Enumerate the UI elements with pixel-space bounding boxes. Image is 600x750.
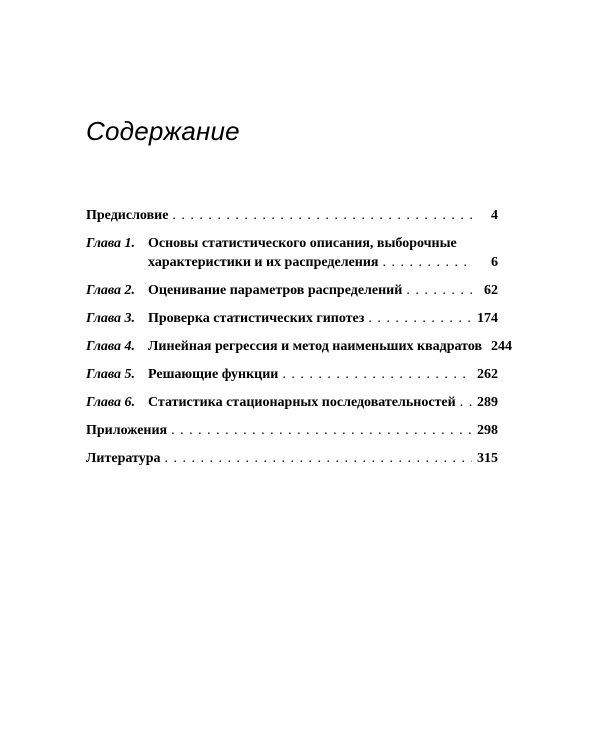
toc-entry-title: Статистика стационарных последовательностей <box>148 395 456 410</box>
chapter-label: Глава 6. <box>86 395 136 410</box>
toc-page-number: 315 <box>477 451 498 466</box>
toc-entry-chapter-2 <box>86 281 498 300</box>
dot-leader <box>406 281 472 300</box>
toc-entry-title: Линейная регрессия и метод наименьших квадратов <box>148 339 483 354</box>
chapter-label: Глава 3. <box>86 311 136 326</box>
chapter-label: Глава 4. <box>86 339 136 354</box>
toc-page-number: 62 <box>484 283 498 298</box>
toc-page-number: 4 <box>491 208 498 223</box>
toc-entry-chapter-6 <box>86 393 498 412</box>
dot-leader <box>172 206 472 225</box>
toc-page-number: 262 <box>477 367 498 382</box>
toc-entry-title: Решающие функции <box>148 367 279 382</box>
toc-entry-title: Оценивание параметров распределений <box>148 283 403 298</box>
toc-page-number: 244 <box>491 339 513 354</box>
page-title: Содержание <box>86 116 240 146</box>
toc-entry-title: Приложения <box>86 423 168 438</box>
dot-leader <box>171 421 472 440</box>
table-of-contents <box>86 206 513 477</box>
toc-entry-title: Основы статистического описания, выборочные <box>148 236 457 251</box>
toc-entry-preface <box>86 206 498 225</box>
dot-leader <box>460 393 472 412</box>
toc-entry-chapter-5 <box>86 365 498 384</box>
dot-leader <box>165 449 473 468</box>
toc-entry-chapter-1 <box>86 234 498 272</box>
toc-entry-title: Литература <box>86 451 161 466</box>
toc-entry-chapter-3 <box>86 309 498 328</box>
dot-leader <box>368 309 472 328</box>
chapter-label: Глава 5. <box>86 367 136 382</box>
dot-leader <box>383 253 473 272</box>
toc-page-number: 298 <box>477 423 498 438</box>
toc-page-number: 289 <box>477 395 498 410</box>
chapter-label: Глава 1. <box>86 236 136 251</box>
toc-entry-title: Предисловие <box>86 208 169 223</box>
toc-page-number: 6 <box>491 255 498 270</box>
toc-entry-references <box>86 449 498 468</box>
toc-entry-chapter-4 <box>86 337 513 356</box>
chapter-label: Глава 2. <box>86 283 136 298</box>
dot-leader <box>282 365 472 384</box>
toc-entry-title-continued: характеристики и их распределения <box>148 255 379 270</box>
toc-entry-title: Проверка статистических гипотез <box>148 311 365 326</box>
toc-page-number: 174 <box>477 311 498 326</box>
toc-entry-appendices <box>86 421 498 440</box>
